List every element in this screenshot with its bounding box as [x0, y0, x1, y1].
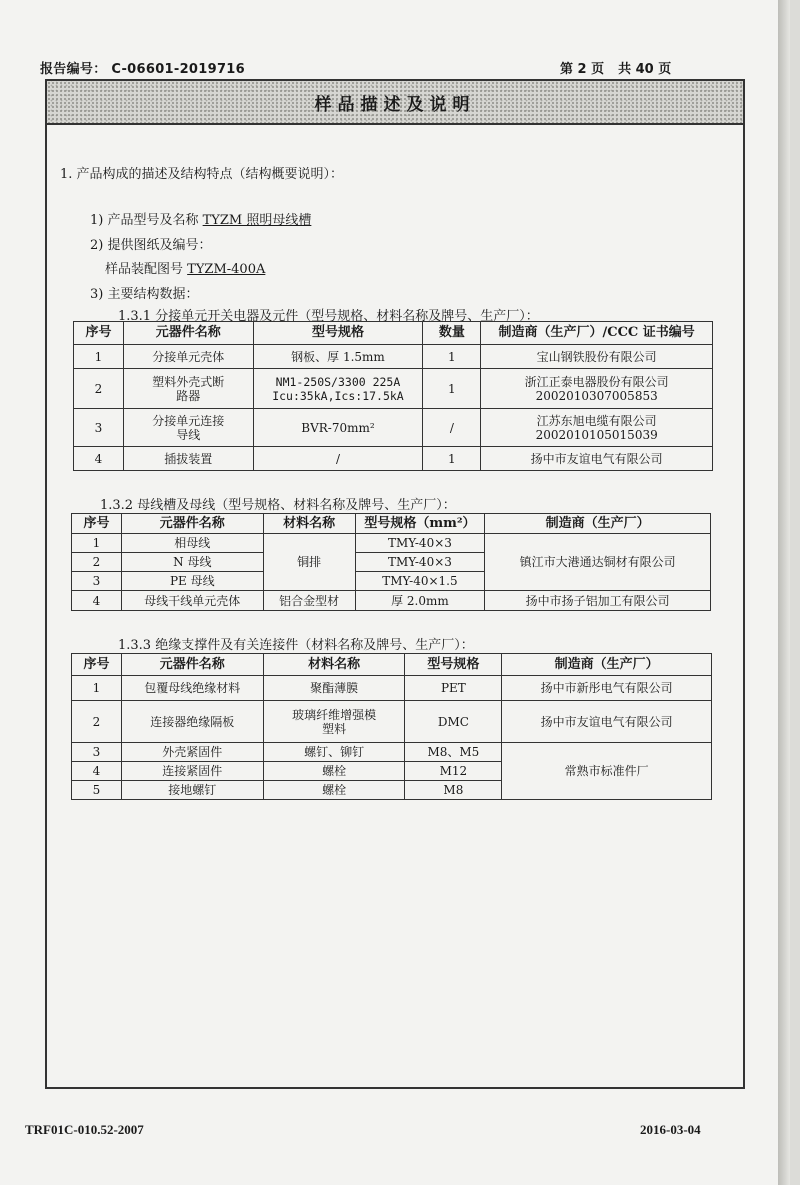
cell-no: 4 — [72, 591, 122, 611]
table-row — [72, 676, 712, 701]
section-heading: 1. 产品构成的描述及结构特点（结构概要说明）： — [60, 167, 344, 182]
cell-no: 2 — [72, 701, 122, 743]
header-cell: 序号 — [72, 654, 122, 676]
table2-caption: 1.3.2 母线槽及母线（型号规格、材料名称及牌号、生产厂）： — [100, 498, 456, 513]
cell-name: 插拔装置 — [123, 447, 253, 471]
page-indicator — [560, 58, 685, 77]
product-model-value: TYZM 照明母线槽 — [202, 213, 312, 228]
cell-qty: / — [423, 409, 481, 447]
cell-no: 1 — [74, 345, 124, 369]
cell-material: 螺钉、铆钉 — [263, 743, 405, 762]
header-cell: 序号 — [74, 322, 124, 345]
total-pages: 共 40 页 — [618, 62, 672, 77]
table-row — [72, 701, 712, 743]
table-row — [72, 591, 711, 611]
cell-no: 3 — [72, 743, 122, 762]
cell-no: 1 — [72, 676, 122, 701]
cell-name: 连接器绝缘隔板 — [121, 701, 263, 743]
cell-no: 3 — [72, 572, 122, 591]
cell-maker-line: 浙江正泰电器股份有限公司 — [524, 374, 669, 389]
header-cell: 元器件名称 — [121, 654, 263, 676]
header-cell: 制造商（生产厂） — [502, 654, 712, 676]
header-cell: 元器件名称 — [123, 322, 253, 345]
cell-maker: 扬中市新彤电气有限公司 — [502, 676, 712, 701]
cell-material-line: 塑料 — [322, 721, 347, 736]
cell-maker-line: 江苏东旭电缆有限公司 — [536, 413, 657, 428]
cell-material: 螺栓 — [263, 762, 405, 781]
cell-material — [263, 701, 405, 743]
header-cell: 型号规格 — [253, 322, 423, 345]
cell-material-line: 玻璃纤维增强模 — [292, 707, 377, 722]
cell-no: 4 — [72, 762, 122, 781]
cell-model: 钢板、厚 1.5mm — [253, 345, 423, 369]
cell-name: 外壳紧固件 — [121, 743, 263, 762]
cell-name: 包覆母线绝缘材料 — [121, 676, 263, 701]
page-title: 样品描述及说明 — [47, 81, 743, 125]
cell-name-line: 路器 — [176, 388, 201, 403]
cell-model: / — [253, 447, 423, 471]
form-date: 2016-03-04 — [640, 1122, 701, 1137]
header-cell: 元器件名称 — [121, 514, 263, 534]
cell-maker: 宝山钢铁股份有限公司 — [481, 345, 713, 369]
cell-no: 3 — [74, 409, 124, 447]
table1-caption: 1.3.1 分接单元开关电器及元件（型号规格、材料名称及牌号、生产厂）： — [118, 309, 539, 324]
cell-model: TMY-40×3 — [355, 553, 485, 572]
cell-material: 铝合金型材 — [263, 591, 355, 611]
table-row — [74, 345, 713, 369]
drawings-label: 2) 提供图纸及编号： — [90, 238, 212, 253]
cell-name — [123, 369, 253, 409]
cell-maker: 扬中市友谊电气有限公司 — [481, 447, 713, 471]
form-number: TRF01C-010.52-2007 — [25, 1122, 144, 1137]
cell-no: 2 — [74, 369, 124, 409]
cell-maker: 扬中市友谊电气有限公司 — [502, 701, 712, 743]
header-cell: 制造商（生产厂） — [485, 514, 711, 534]
cell-model: 厚 2.0mm — [355, 591, 485, 611]
cell-name-line: 分接单元连接 — [152, 413, 225, 428]
cell-name: 接地螺钉 — [121, 781, 263, 800]
cell-qty: 1 — [423, 447, 481, 471]
table-header-row — [72, 514, 711, 534]
header-cell: 序号 — [72, 514, 122, 534]
cell-cert-line: 2002010105015039 — [535, 427, 658, 442]
cell-maker: 扬中市扬子铝加工有限公司 — [485, 591, 711, 611]
cell-model: TMY-40×3 — [355, 534, 485, 553]
table-row — [74, 409, 713, 447]
table-row — [72, 743, 712, 762]
report-number: 报告编号： C-06601-2019716 — [40, 62, 246, 77]
header-cell: 型号规格 — [405, 654, 502, 676]
cell-name: 分接单元壳体 — [123, 345, 253, 369]
cell-maker-merged: 常熟市标准件厂 — [502, 743, 712, 800]
cell-model: DMC — [405, 701, 502, 743]
cell-no: 2 — [72, 553, 122, 572]
table-header-row — [72, 654, 712, 676]
cell-qty: 1 — [423, 369, 481, 409]
cell-material: 聚酯薄膜 — [263, 676, 405, 701]
cell-model: PET — [405, 676, 502, 701]
structure-data-label: 3) 主要结构数据： — [90, 287, 199, 302]
header-cell: 材料名称 — [263, 654, 405, 676]
table3-caption: 1.3.3 绝缘支撑件及有关连接件（材料名称及牌号、生产厂）： — [118, 638, 474, 653]
cell-cert-line: 2002010307005853 — [535, 388, 658, 403]
cell-model: M12 — [405, 762, 502, 781]
drawing-line — [105, 258, 265, 277]
table-header-row — [74, 322, 713, 345]
table1 — [73, 321, 713, 471]
drawing-number-value: TYZM-400A — [187, 262, 266, 277]
cell-material-merged: 铜排 — [263, 534, 355, 591]
cell-maker — [481, 369, 713, 409]
cell-maker — [481, 409, 713, 447]
cell-maker-merged: 镇江市大港通达铜材有限公司 — [485, 534, 711, 591]
product-model-label: 1) 产品型号及名称 — [90, 213, 199, 228]
cell-name: 相母线 — [121, 534, 263, 553]
cell-model-line: Icu:35kA,Ics:17.5kA — [272, 388, 404, 403]
product-model-line — [90, 209, 311, 228]
page-number: 第 2 页 — [560, 62, 605, 77]
cell-model: BVR-70mm² — [253, 409, 423, 447]
cell-name-line: 导线 — [176, 427, 201, 442]
cell-name: 母线干线单元壳体 — [121, 591, 263, 611]
cell-no: 4 — [74, 447, 124, 471]
table3 — [71, 653, 712, 800]
cell-no: 5 — [72, 781, 122, 800]
cell-name — [123, 409, 253, 447]
header-cell: 材料名称 — [263, 514, 355, 534]
cell-model: TMY-40×1.5 — [355, 572, 485, 591]
cell-model: M8 — [405, 781, 502, 800]
header-cell: 制造商（生产厂）/CCC 证书编号 — [481, 322, 713, 345]
cell-model: M8、M5 — [405, 743, 502, 762]
cell-model — [253, 369, 423, 409]
table-row — [74, 447, 713, 471]
cell-no: 1 — [72, 534, 122, 553]
cell-qty: 1 — [423, 345, 481, 369]
table-row — [72, 534, 711, 553]
header-cell: 型号规格（mm²） — [355, 514, 485, 534]
table-row — [74, 369, 713, 409]
cell-name-line: 塑料外壳式断 — [152, 374, 225, 389]
drawing-number-label: 样品装配图号 — [105, 262, 184, 277]
table2 — [71, 513, 711, 611]
header-cell: 数量 — [423, 322, 481, 345]
cell-model-line: NM1-250S/3300 225A — [275, 374, 401, 389]
cell-material: 螺栓 — [263, 781, 405, 800]
cell-name: N 母线 — [121, 553, 263, 572]
cell-name: PE 母线 — [121, 572, 263, 591]
page-edge — [778, 0, 790, 1185]
cell-name: 连接紧固件 — [121, 762, 263, 781]
